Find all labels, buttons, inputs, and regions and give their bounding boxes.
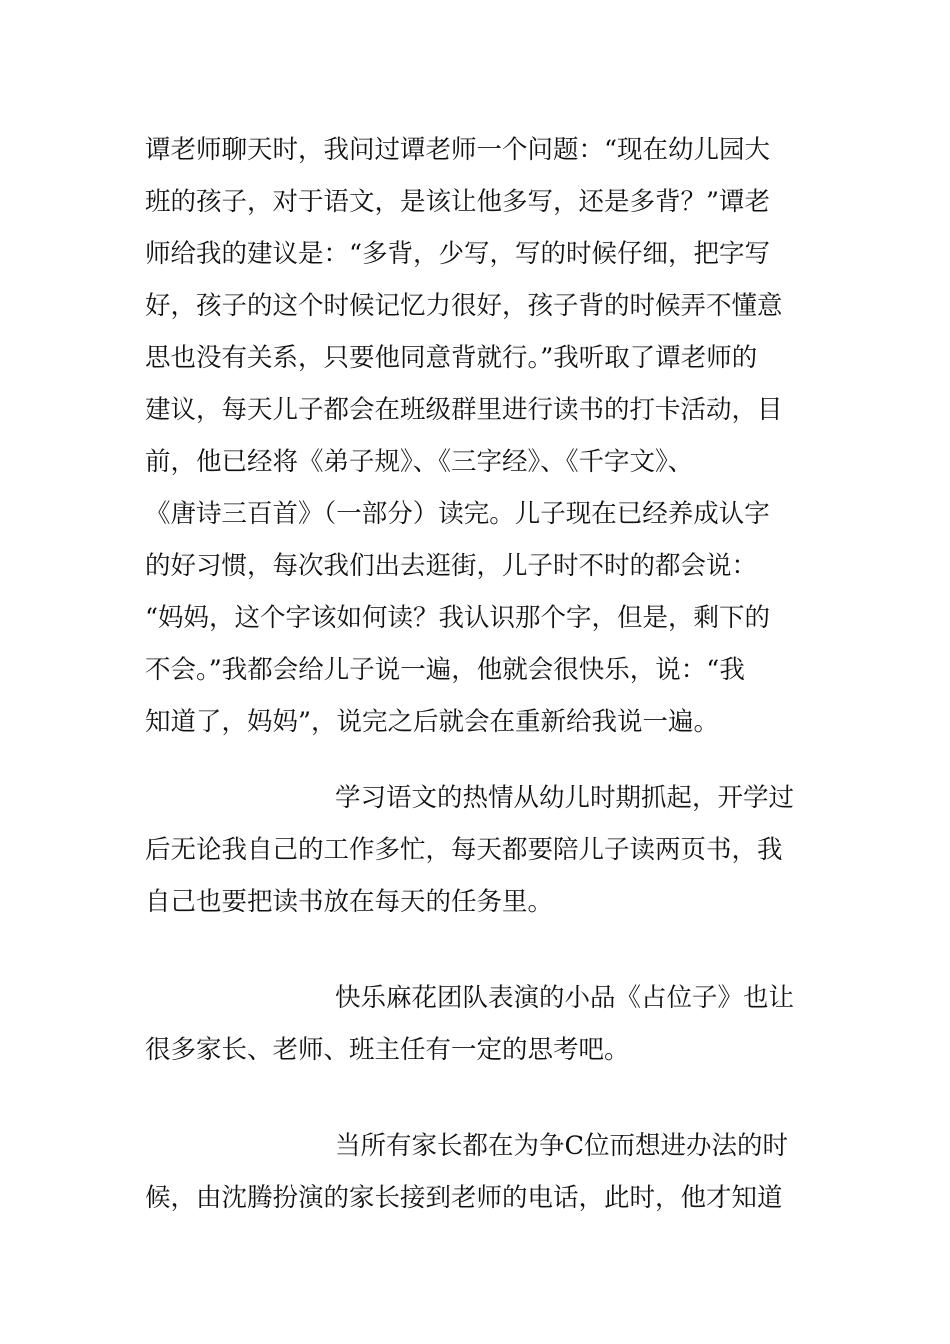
paragraph-line: 好，孩子的这个时候记忆力很好，孩子背的时候弄不懂意 — [145, 291, 783, 321]
paragraph-4 — [145, 1120, 810, 1224]
paragraph-line: 很多家长、老师、班主任有一定的思考吧。 — [145, 1035, 630, 1065]
paragraph-line: 思也没有关系，只要他同意背就行。”我听取了谭老师的 — [145, 343, 758, 373]
paragraph-3 — [145, 972, 810, 1076]
paragraph-line: 候，由沈腾扮演的家长接到老师的电话，此时，他才知道 — [145, 1183, 783, 1213]
paragraph-line: 谭老师聊天时，我问过谭老师一个问题：“现在幼儿园大 — [145, 135, 771, 165]
paragraph-line: 建议，每天儿子都会在班级群里进行读书的打卡活动，目 — [145, 395, 783, 425]
paragraph-line: 不会。”我都会给儿子说一遍，他就会很快乐，说：“我 — [145, 655, 745, 685]
paragraph-2 — [145, 772, 810, 928]
paragraph-line: 快乐麻花团队表演的小品《占位子》也让 — [335, 983, 795, 1013]
paragraph-line: 《唐诗三百首》（一部分）读完。儿子现在已经养成认字 — [145, 499, 770, 529]
paragraph-line: 学习语文的热情从幼儿时期抓起，开学过 — [335, 783, 795, 813]
paragraph-line: 前，他已经将《弟子规》、《三字经》、《千字文》、 — [145, 447, 694, 477]
paragraph-1 — [145, 124, 810, 748]
paragraph-line: 的好习惯，每次我们出去逛街，儿子时不时的都会说： — [145, 551, 758, 581]
paragraph-line: “妈妈，这个字该如何读？我认识那个字，但是，剩下的 — [145, 603, 771, 633]
paragraph-line: 当所有家长都在为争C位而想进办法的时 — [335, 1131, 789, 1161]
paragraph-line: 师给我的建议是：“多背，少写，写的时候仔细，把字写 — [145, 239, 771, 269]
paragraph-line: 知道了，妈妈”，说完之后就会在重新给我说一遍。 — [145, 707, 720, 737]
paragraph-line: 班的孩子，对于语文，是该让他多写，还是多背？”谭老 — [145, 187, 771, 217]
paragraph-line: 后无论我自己的工作多忙，每天都要陪儿子读两页书，我 — [145, 835, 783, 865]
paragraph-line: 自己也要把读书放在每天的任务里。 — [145, 887, 554, 917]
